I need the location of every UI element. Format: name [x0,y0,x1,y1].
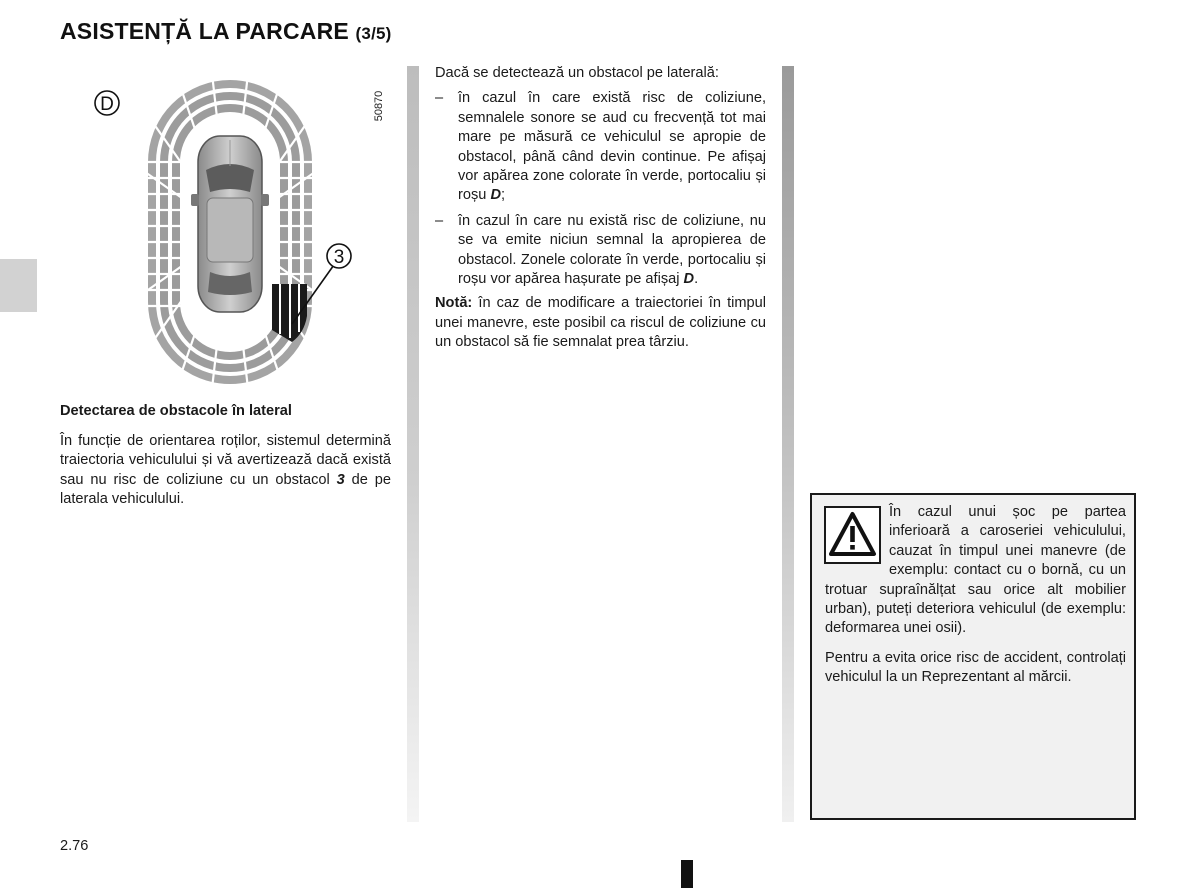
side-detection-section [60,402,391,510]
icon-spacer [825,503,889,579]
chapter-tab [0,259,37,312]
warning-paragraph-2: Pentru a evita orice risc de accident, controlați vehiculul la un Reprezentant al mărcii. [825,649,1126,686]
list-item-no-collision-risk [435,212,766,290]
warning-paragraph-1: În cazul unui șoc pe partea inferioară a caroseriei vehiculului, cauzat în timpul unei manevre (de exemplu: contact cu o bornă, cu un trotuar supraînălțat sau orice alt mobilier urban), puteți deteriora vehiculul (de exemplu: deformarea unei osii). [825,504,1126,637]
warning-text [825,503,1126,688]
list-item-ref-d: D [683,271,695,288]
figure-reference-number: 50870 [373,90,385,122]
list-item-collision-risk [435,89,766,205]
note-paragraph [435,294,766,352]
title-page-indicator: (3/5) [355,24,392,43]
detection-behaviour-section [435,64,766,359]
list-item-end: . [694,271,699,288]
note-text: în caz de modificare a traiectoriei în timpul unei manevre, este posibil ca riscul de coliziune cu un obstacol să fie semnalat prea târziu. [435,295,766,351]
callout-3-label: 3 [333,247,345,268]
page-title [60,18,392,45]
column-divider-left [407,66,419,822]
parking-display-illustration [60,66,400,396]
list-item-text: în cazul în care nu există risc de coliziune, nu se va emite niciun semnal la apropierea de obstacol. Zonele colorate în verde, portocaliu și roșu vor apărea hașurate pe afișaj [458,212,766,288]
title-main: ASISTENȚĂ LA PARCARE [60,18,349,44]
list-item-end: ; [501,187,506,204]
paragraph-text-end: de pe laterala vehiculului. [60,471,391,508]
note-label: Notă: [435,295,473,312]
list-dash: – [435,90,444,107]
list-dash: – [435,212,444,229]
car-top-view-icon [191,136,269,312]
section-heading: Detectarea de obstacole în lateral [60,403,292,419]
paragraph-ref-3: 3 [336,471,345,488]
intro-text: Dacă se detectează un obstacol pe laterală: [435,65,719,81]
print-mark [681,860,693,888]
paragraph-text: În funcție de orientarea roților, sistemul determină traiectoria vehiculului și vă avertizează dacă există sau nu risc de coliziune cu un obstacol [60,433,391,488]
page-number: 2.76 [60,838,89,854]
section-paragraph [60,432,391,510]
warning-box [810,493,1136,820]
display-d-label: D [100,94,114,115]
list-item-ref-d: D [490,187,501,204]
column-divider-right [782,66,794,822]
list-item-text: în cazul în care există risc de coliziune, semnalele sonore se aud cu frecvență tot mai mare pe măsură ce vehiculul se apropie de obstacol, până când devin continue. Pe afișaj vor apărea zone colorate în verde, portocaliu și roșu [458,90,766,204]
